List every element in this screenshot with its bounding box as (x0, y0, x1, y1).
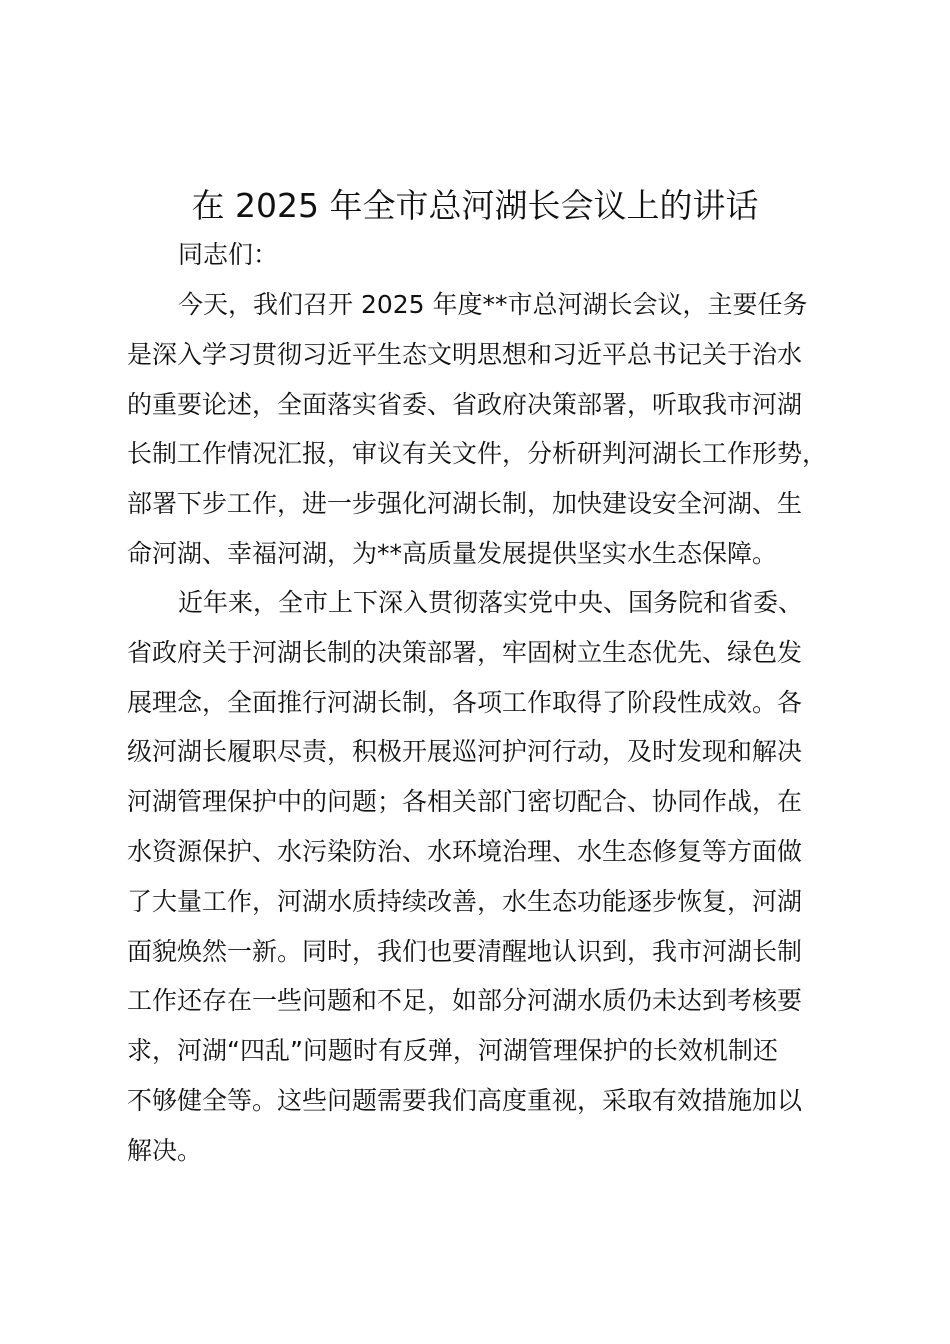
paragraph-line: 河湖管理保护中的问题；各相关部门密切配合、协同作战，在 (127, 787, 803, 817)
paragraph-line: 今天，我们召开 2025 年度**市总河湖长会议，主要任务 (178, 290, 808, 319)
paragraph-line: 长制工作情况汇报，审议有关文件，分析研判河湖长工作形势， (127, 439, 828, 469)
paragraph-line: 工作还存在一些问题和不足，如部分河湖水质仍未达到考核要 (127, 986, 803, 1016)
paragraph-line: 了大量工作，河湖水质持续改善，水生态功能逐步恢复，河湖 (127, 886, 803, 916)
paragraph-line: 的重要论述，全面落实省委、省政府决策部署，听取我市河湖 (127, 389, 803, 419)
paragraph-2 (127, 578, 832, 1176)
paragraph-line: 级河湖长履职尽责，积极开展巡河护河行动，及时发现和解决 (127, 737, 803, 767)
salutation: 同志们： (178, 240, 279, 269)
paragraph-line: 水资源保护、水污染防治、水环境治理、水生态修复等方面做 (127, 836, 803, 866)
document-title: 在 2025 年全市总河湖长会议上的讲话 (191, 186, 759, 225)
paragraph-line: 解决。 (127, 1135, 203, 1165)
paragraph-line: 近年来，全市上下深入贯彻落实党中央、国务院和省委、 (178, 588, 804, 617)
paragraph-line: 展理念，全面推行河湖长制，各项工作取得了阶段性成效。各 (127, 687, 803, 717)
paragraph-line: 面貌焕然一新。同时，我们也要清醒地认识到，我市河湖长制 (127, 936, 803, 966)
paragraph-line: 部署下步工作，进一步强化河湖长制，加快建设安全河湖、生 (127, 489, 803, 519)
paragraph-line: 省政府关于河湖长制的决策部署，牢固树立生态优先、绿色发 (127, 637, 803, 667)
paragraph-line: 命河湖、幸福河湖，为**高质量发展提供坚实水生态保障。 (127, 538, 778, 568)
paragraph-line: 求，河湖“四乱”问题时有反弹，河湖管理保护的长效机制还 (127, 1036, 778, 1066)
paragraph-line: 是深入学习贯彻习近平生态文明思想和习近平总书记关于治水 (127, 339, 803, 369)
paragraph-1 (127, 280, 832, 579)
paragraph-line: 不够健全等。这些问题需要我们高度重视，采取有效措施加以 (127, 1085, 803, 1115)
